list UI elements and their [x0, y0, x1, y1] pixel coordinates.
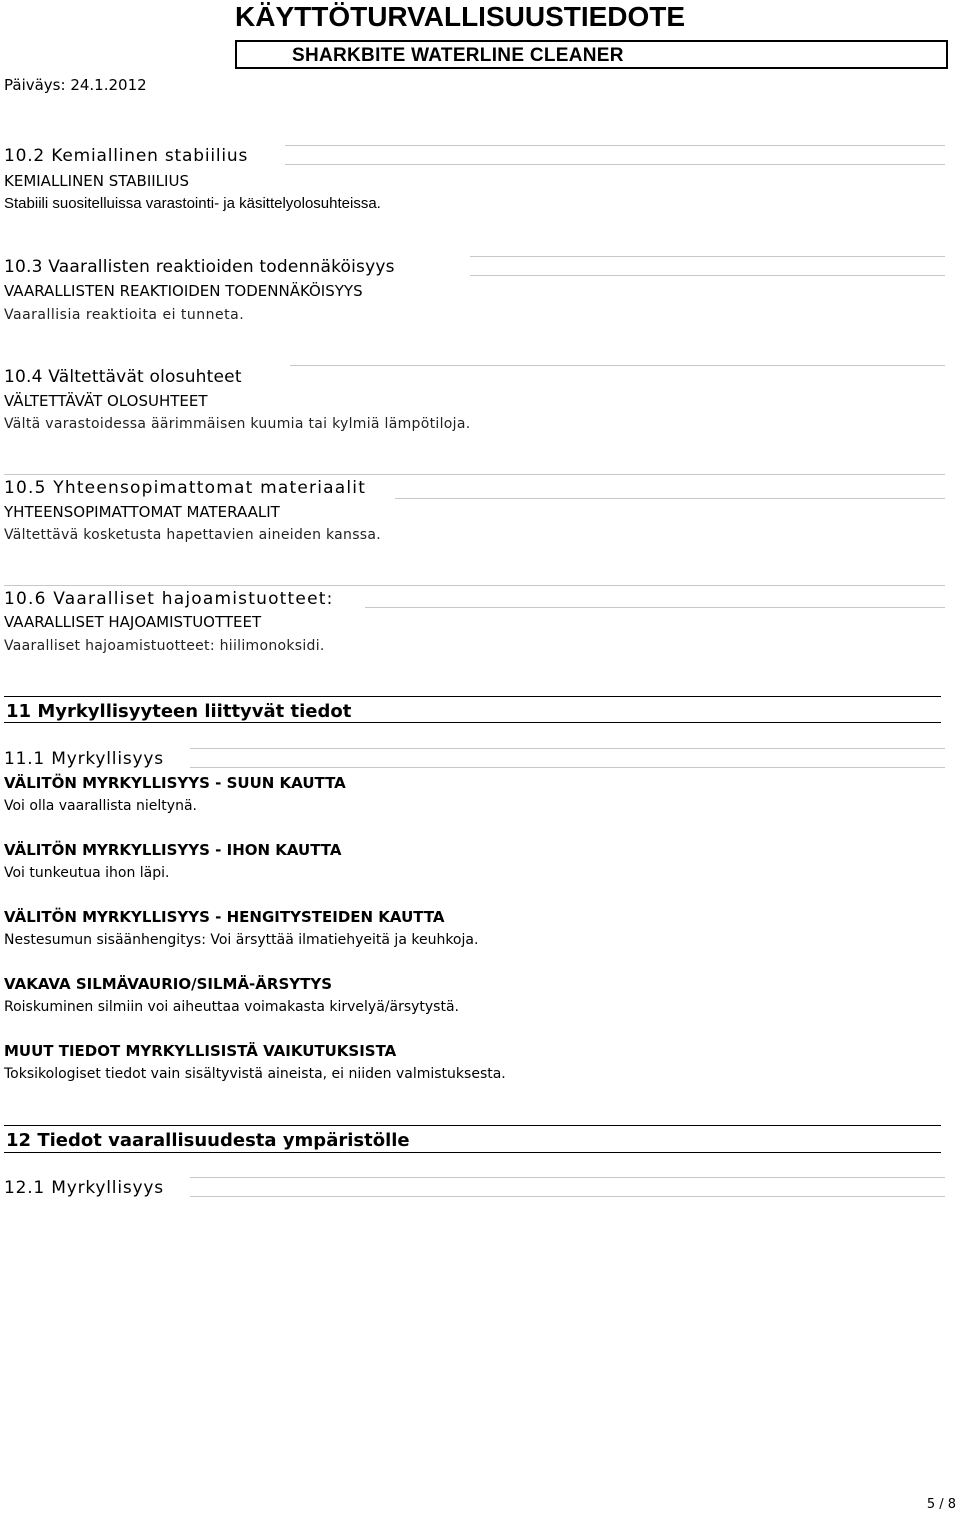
divider [285, 164, 945, 165]
section-10-6-text: Vaaralliset hajoamistuotteet: hiilimonoksidi. [4, 638, 325, 654]
eye-damage-caps: VAKAVA SILMÄVAURIO/SILMÄ-ÄRSYTYS [4, 975, 333, 993]
section-10-2-caps: KEMIALLINEN STABIILIUS [4, 172, 189, 190]
divider [190, 748, 945, 749]
section-10-3-caps: VAARALLISTEN REAKTIOIDEN TODENNÄKÖISYYS [4, 282, 363, 300]
divider [365, 607, 945, 608]
divider [190, 1177, 945, 1178]
section-10-4-text: Vältä varastoidessa äärimmäisen kuumia tai kylmiä lämpötiloja. [4, 416, 471, 432]
section-10-5-heading: 10.5 Yhteensopimattomat materiaalit [4, 478, 367, 498]
acute-inhalation-caps: VÄLITÖN MYRKYLLISYYS - HENGITYSTEIDEN KAUTTA [4, 908, 445, 926]
acute-dermal-text: Voi tunkeutua ihon läpi. [4, 865, 170, 881]
section-11-bottom-rule [4, 722, 941, 723]
section-11-top-rule [4, 696, 941, 697]
other-toxic-effects-text: Toksikologiset tiedot vain sisältyvistä aineista, ei niiden valmistuksesta. [4, 1066, 506, 1082]
document-title: KÄYTTÖTURVALLISUUSTIEDOTE [235, 1, 686, 32]
product-name-box [235, 40, 948, 69]
section-10-6-heading: 10.6 Vaaralliset hajoamistuotteet: [4, 589, 334, 609]
divider [4, 585, 945, 586]
section-12-top-rule [4, 1125, 941, 1126]
section-10-3-text: Vaarallisia reaktioita ei tunneta. [4, 307, 245, 323]
section-10-4-heading: 10.4 Vältettävät olosuhteet [4, 367, 242, 387]
section-10-6-caps: VAARALLISET HAJOAMISTUOTTEET [4, 613, 262, 631]
document-date: Päiväys: 24.1.2012 [4, 76, 147, 94]
acute-oral-text: Voi olla vaarallista nieltynä. [4, 798, 197, 814]
divider [285, 145, 945, 146]
divider [470, 275, 945, 276]
section-12-bottom-rule [4, 1152, 941, 1153]
section-10-5-text: Vältettävä kosketusta hapettavien aineiden kanssa. [4, 527, 382, 543]
divider [395, 498, 945, 499]
divider [190, 1196, 945, 1197]
section-10-4-caps: VÄLTETTÄVÄT OLOSUHTEET [4, 392, 208, 410]
other-toxic-effects-caps: MUUT TIEDOT MYRKYLLISISTÄ VAIKUTUKSISTA [4, 1042, 397, 1060]
section-10-2-heading: 10.2 Kemiallinen stabiilius [4, 146, 249, 166]
divider [290, 365, 945, 366]
product-name: SHARKBITE WATERLINE CLEANER [292, 45, 624, 66]
section-10-3-heading: 10.3 Vaarallisten reaktioiden todennäköisyys [4, 257, 395, 277]
acute-oral-caps: VÄLITÖN MYRKYLLISYYS - SUUN KAUTTA [4, 774, 346, 792]
divider [4, 474, 945, 475]
section-12-title: 12 Tiedot vaarallisuudesta ympäristölle [6, 1130, 410, 1151]
acute-inhalation-text: Nestesumun sisäänhengitys: Voi ärsyttää ilmatiehyeitä ja keuhkoja. [4, 932, 479, 948]
section-11-1-heading: 11.1 Myrkyllisyys [4, 749, 164, 769]
divider [190, 767, 945, 768]
section-11-title: 11 Myrkyllisyyteen liittyvät tiedot [6, 701, 352, 722]
divider [470, 256, 945, 257]
section-12-1-heading: 12.1 Myrkyllisyys [4, 1178, 164, 1198]
section-10-2-text: Stabiili suositelluissa varastointi- ja käsittelyolosuhteissa. [4, 195, 381, 212]
acute-dermal-caps: VÄLITÖN MYRKYLLISYYS - IHON KAUTTA [4, 841, 342, 859]
section-10-5-caps: YHTEENSOPIMATTOMAT MATERAALIT [4, 503, 280, 521]
page-number: 5 / 8 [926, 1497, 956, 1512]
eye-damage-text: Roiskuminen silmiin voi aiheuttaa voimakasta kirvelyä/ärsytystä. [4, 999, 459, 1015]
